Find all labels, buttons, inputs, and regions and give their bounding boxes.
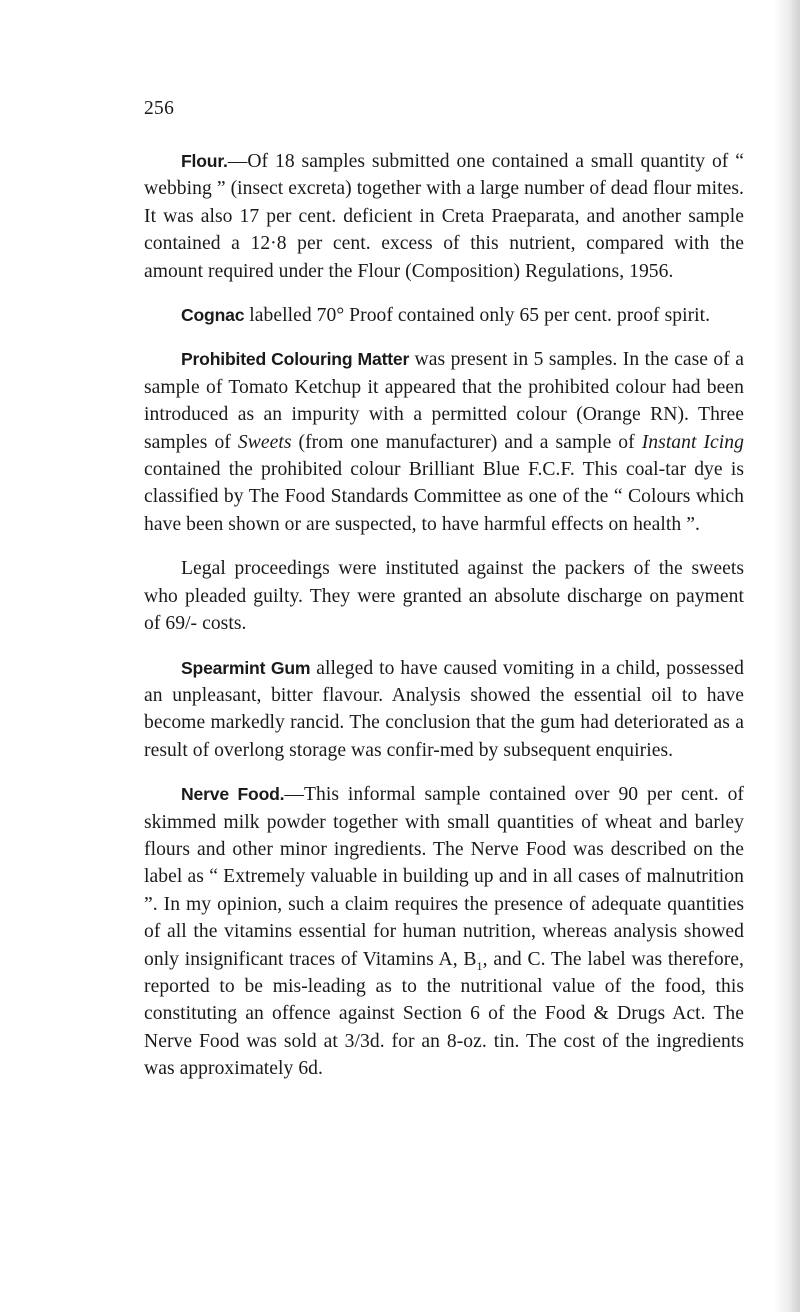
text-cognac: labelled 70° Proof contained only 65 per cent. proof spirit. — [244, 305, 711, 327]
italic-sweets: Sweets — [237, 431, 292, 453]
text-legal: Legal proceedings were instituted against the packers of the sweets who pleaded guilty. They were granted an absolute discharge on payment of 69/- costs. — [144, 558, 744, 635]
heading-cognac: Cognac — [181, 305, 245, 326]
heading-colouring: Prohibited Colouring Matter — [181, 349, 410, 370]
italic-instant-icing: Instant Icing — [641, 431, 744, 453]
page-number: 256 — [144, 98, 175, 119]
text-spearmint: alleged to have caused vomiting in a child, possessed an unpleasant, bitter flavour. Analysis showed the essential oil to have become markedly rancid. The conclusion that the gum had deteriorated as a result of overlong storage was confir-med by subsequent enquiries. — [144, 657, 745, 761]
text-nerve-food-2: , and C. The label was therefore, reported to be mis-leading as to the nutritional value of the food, this constituting an offence against Section 6 of the Food & Drugs Act. The Nerve Food was sold at 3/3d. for an 8-oz. tin. The cost of the ingredients was approximately 6d. — [144, 948, 744, 1080]
paragraph-cognac — [144, 302, 744, 329]
page-edge-shadow — [774, 0, 800, 1312]
paragraph-colouring — [144, 346, 744, 538]
text-nerve-food-1: —This informal sample contained over 90 per cent. of skimmed milk powder together with small quantities of wheat and barley flours and other minor ingredients. The Nerve Food was described on the label as “ Extremely valuable in building up and in all cases of malnutrition ”. In my opinion, such a claim requires the presence of adequate quantities of all the vitamins essential for human nutrition, whereas analysis showed only insignificant traces of Vitamins A, B — [144, 784, 744, 970]
subscript-vitamin-b: 1 — [476, 958, 483, 973]
text-colouring-1: was present in 5 samples. In the case of a sample of Tomato Ketchup it appeared that the prohibited colour had been introduced as an impurity with a permitted colour (Orange RN). Three samples of — [144, 349, 744, 453]
paragraph-spearmint — [144, 655, 744, 765]
paragraph-flour — [144, 148, 744, 285]
text-colouring-3: contained the prohibited colour Brilliant Blue F.C.F. This coal-tar dye is classified by The Food Standards Committee as one of the “ Colours which have been shown or are suspected, to have harmful effects on health ”. — [144, 459, 744, 535]
heading-spearmint: Spearmint Gum — [181, 657, 311, 678]
paragraph-nerve-food — [144, 781, 744, 1082]
text-flour: —Of 18 samples submitted one contained a small quantity of “ webbing ” (insect excreta) together with a large number of dead flour mites. It was also 17 per cent. deficient in Creta Praeparata, and another sample contained a 12·8 per cent. excess of this nutrient, compared with the amount required under the Flour (Composition) Regulations, 1956. — [144, 151, 744, 282]
heading-flour: Flour. — [181, 151, 228, 171]
paragraph-legal — [144, 555, 744, 637]
document-body — [144, 148, 744, 1100]
heading-nerve-food: Nerve Food. — [181, 784, 285, 805]
text-colouring-2: (from one manufacturer) and a sample of — [291, 431, 642, 453]
